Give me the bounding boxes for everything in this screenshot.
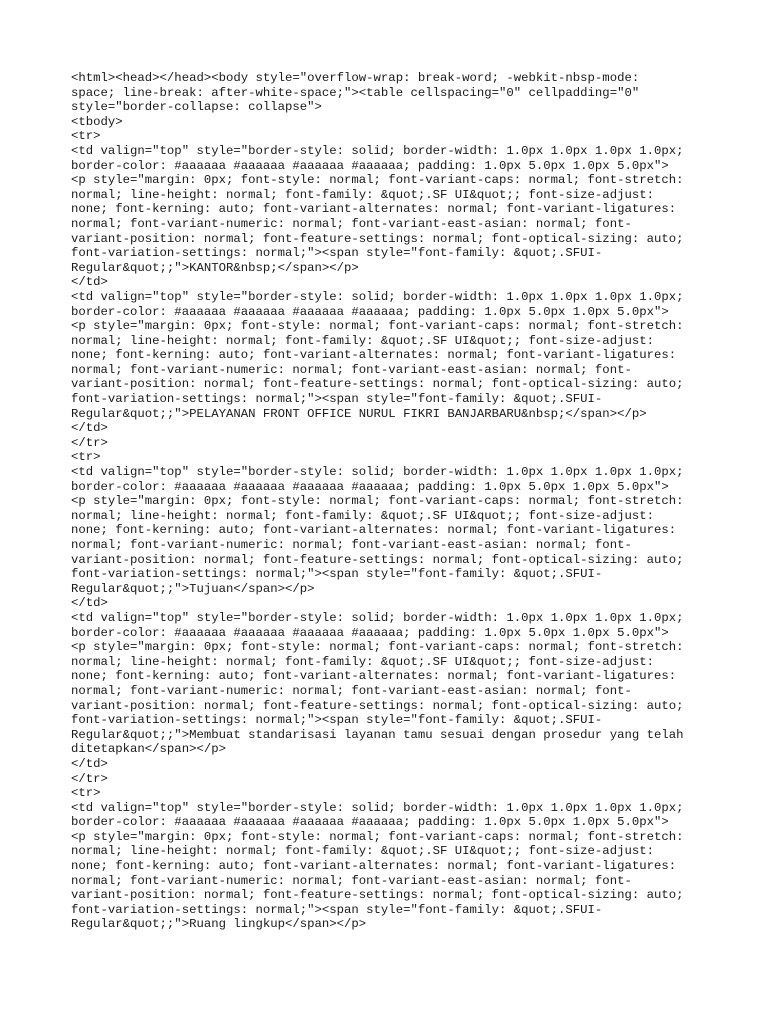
code-line: ditetapkan</span></p> [71,742,226,757]
code-line: border-color: #aaaaaa #aaaaaa #aaaaaa #aaaaaa; padding: 1.0px 5.0px 1.0px 5.0px"> [71,625,669,640]
code-line: <tr> [71,786,101,801]
code-line: normal; line-height: normal; font-family: &quot;.SF UI&quot;; font-size-adjust: [71,654,654,669]
code-line: normal; line-height: normal; font-family: &quot;.SF UI&quot;; font-size-adjust: [71,844,654,859]
code-line: font-variation-settings: normal;"><span style="font-family: &quot;.SFUI- [71,902,603,917]
code-line: <td valign="top" style="border-style: solid; border-width: 1.0px 1.0px 1.0px 1.0px; [71,610,684,625]
code-line: </td> [71,275,108,290]
code-line: Regular&quot;;">KANTOR&nbsp;</span></p> [71,260,359,275]
code-line: <td valign="top" style="border-style: solid; border-width: 1.0px 1.0px 1.0px 1.0px; [71,143,684,158]
code-line: variant-position: normal; font-feature-settings: normal; font-optical-sizing: auto; [71,552,684,567]
code-line: Regular&quot;;">Membuat standarisasi layanan tamu sesuai dengan prosedur yang telah [71,727,684,742]
code-line: <p style="margin: 0px; font-style: normal; font-variant-caps: normal; font-stretch: [71,640,684,655]
code-line: normal; font-variant-numeric: normal; font-variant-east-asian: normal; font- [71,362,632,377]
code-line: none; font-kerning: auto; font-variant-alternates: normal; font-variant-ligatures: [71,348,677,363]
code-line: style="border-collapse: collapse"> [71,100,322,115]
code-line: normal; line-height: normal; font-family: &quot;.SF UI&quot;; font-size-adjust: [71,333,654,348]
code-line: font-variation-settings: normal;"><span style="font-family: &quot;.SFUI- [71,713,603,728]
code-line: Regular&quot;;">Ruang lingkup</span></p> [71,917,367,932]
code-line: <p style="margin: 0px; font-style: normal; font-variant-caps: normal; font-stretch: [71,173,684,188]
code-line: Regular&quot;;">Tujuan</span></p> [71,581,315,596]
code-line: font-variation-settings: normal;"><span style="font-family: &quot;.SFUI- [71,246,603,261]
code-line: space; line-break: after-white-space;"><table cellspacing="0" cellpadding="0" [71,85,640,100]
code-line: normal; font-variant-numeric: normal; font-variant-east-asian: normal; font- [71,683,632,698]
code-line: font-variation-settings: normal;"><span style="font-family: &quot;.SFUI- [71,392,603,407]
code-line: <td valign="top" style="border-style: solid; border-width: 1.0px 1.0px 1.0px 1.0px; [71,289,684,304]
code-line: <tr> [71,450,101,465]
code-line: </tr> [71,435,108,450]
code-line: <tbody> [71,114,123,129]
code-line: normal; line-height: normal; font-family: &quot;.SF UI&quot;; font-size-adjust: [71,508,654,523]
code-line: <td valign="top" style="border-style: solid; border-width: 1.0px 1.0px 1.0px 1.0px; [71,800,684,815]
code-line: <html><head></head><body style="overflow-wrap: break-word; -webkit-nbsp-mode: [71,71,640,85]
code-line: normal; font-variant-numeric: normal; font-variant-east-asian: normal; font- [71,873,632,888]
code-line: normal; line-height: normal; font-family: &quot;.SF UI&quot;; font-size-adjust: [71,187,654,202]
code-line: </td> [71,421,108,436]
code-line: <p style="margin: 0px; font-style: normal; font-variant-caps: normal; font-stretch: [71,829,684,844]
code-line: normal; font-variant-numeric: normal; font-variant-east-asian: normal; font- [71,538,632,552]
code-line: border-color: #aaaaaa #aaaaaa #aaaaaa #aaaaaa; padding: 1.0px 5.0px 1.0px 5.0px"> [71,479,669,494]
code-line: normal; font-variant-numeric: normal; font-variant-east-asian: normal; font- [71,216,632,231]
code-line: variant-position: normal; font-feature-settings: normal; font-optical-sizing: auto; [71,231,684,246]
code-line: variant-position: normal; font-feature-settings: normal; font-optical-sizing: auto; [71,377,684,392]
code-line: </td> [71,596,108,611]
code-line: variant-position: normal; font-feature-settings: normal; font-optical-sizing: auto; [71,698,684,713]
code-line: <p style="margin: 0px; font-style: normal; font-variant-caps: normal; font-stretch: [71,319,684,334]
code-line: none; font-kerning: auto; font-variant-alternates: normal; font-variant-ligatures: [71,523,677,538]
code-line: none; font-kerning: auto; font-variant-alternates: normal; font-variant-ligatures: [71,202,677,217]
code-line: <td valign="top" style="border-style: solid; border-width: 1.0px 1.0px 1.0px 1.0px; [71,465,684,480]
code-line: border-color: #aaaaaa #aaaaaa #aaaaaa #aaaaaa; padding: 1.0px 5.0px 1.0px 5.0px"> [71,304,669,319]
code-line: font-variation-settings: normal;"><span style="font-family: &quot;.SFUI- [71,567,603,582]
code-line: </td> [71,756,108,771]
code-line: Regular&quot;;">PELAYANAN FRONT OFFICE NURUL FIKRI BANJARBARU&nbsp;</span></p> [71,406,647,421]
source-code-text [71,71,711,932]
code-line: none; font-kerning: auto; font-variant-alternates: normal; font-variant-ligatures: [71,669,677,684]
code-line: <p style="margin: 0px; font-style: normal; font-variant-caps: normal; font-stretch: [71,494,684,509]
code-line: none; font-kerning: auto; font-variant-alternates: normal; font-variant-ligatures: [71,859,677,874]
code-line: </tr> [71,771,108,786]
code-line: border-color: #aaaaaa #aaaaaa #aaaaaa #aaaaaa; padding: 1.0px 5.0px 1.0px 5.0px"> [71,158,669,173]
code-line: variant-position: normal; font-feature-settings: normal; font-optical-sizing: auto; [71,888,684,903]
code-line: border-color: #aaaaaa #aaaaaa #aaaaaa #aaaaaa; padding: 1.0px 5.0px 1.0px 5.0px"> [71,815,669,830]
code-line: <tr> [71,129,101,144]
